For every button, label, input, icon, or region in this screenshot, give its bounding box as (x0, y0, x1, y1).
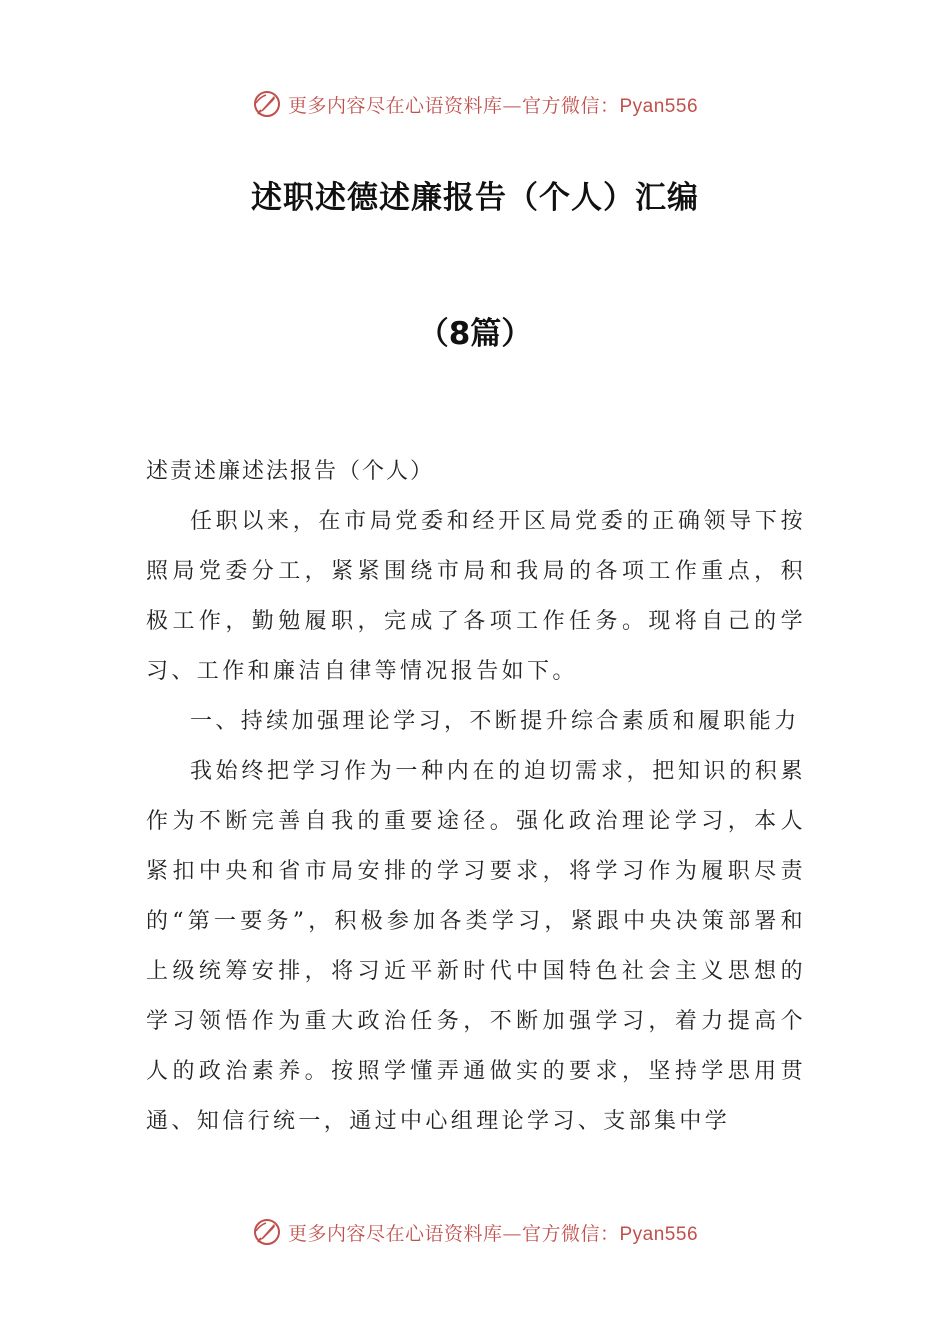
watermark-brand: 更多内容尽在心语资料库 (287, 1222, 503, 1245)
document-subtitle: （8篇） (417, 316, 533, 352)
watermark-contact: 官方微信： (521, 94, 620, 117)
section-heading: 述责述廉述法报告（个人） (146, 459, 435, 484)
watermark-text (288, 91, 698, 118)
document-title: 述职述德述廉报告（个人）汇编 (251, 180, 699, 216)
watermark-text (288, 1219, 698, 1246)
document-body (146, 447, 806, 1147)
watermark-handle: Pyan556 (619, 1223, 699, 1245)
watermark-separator: — (502, 94, 522, 117)
watermark-handle: Pyan556 (619, 95, 699, 117)
watermark-contact: 官方微信： (521, 1222, 620, 1245)
paragraph-subheading: 一、持续加强理论学习，不断提升综合素质和履职能力 (190, 709, 800, 734)
watermark-separator: — (502, 1222, 522, 1245)
watermark-brand: 更多内容尽在心语资料库 (287, 94, 503, 117)
quill-pen-logo-icon (252, 89, 282, 119)
quill-pen-logo-icon (252, 1217, 282, 1247)
paragraph-intro: 任职以来，在市局党委和经开区局党委的正确领导下按照局党委分工，紧紧围绕市局和我局的各项工作重点，积极工作，勤勉履职，完成了各项工作任务。现将自己的学习、工作和廉洁自律等情况报告如下。 (146, 509, 806, 684)
footer-watermark (0, 1212, 950, 1252)
paragraph-study: 我始终把学习作为一种内在的迫切需求，把知识的积累作为不断完善自我的重要途径。强化政治理论学习，本人紧扣中央和省市局安排的学习要求，将学习作为履职尽责的“第一要务”，积极参加各类学习，紧跟中央决策部署和上级统筹安排，将习近平新时代中国特色社会主义思想的学习领悟作为重大政治任务，不断加强学习，着力提高个人的政治素养。按照学懂弄通做实的要求，坚持学思用贯通、知信行统一，通过中心组理论学习、支部集中学 (146, 759, 806, 1134)
header-watermark (0, 84, 950, 124)
